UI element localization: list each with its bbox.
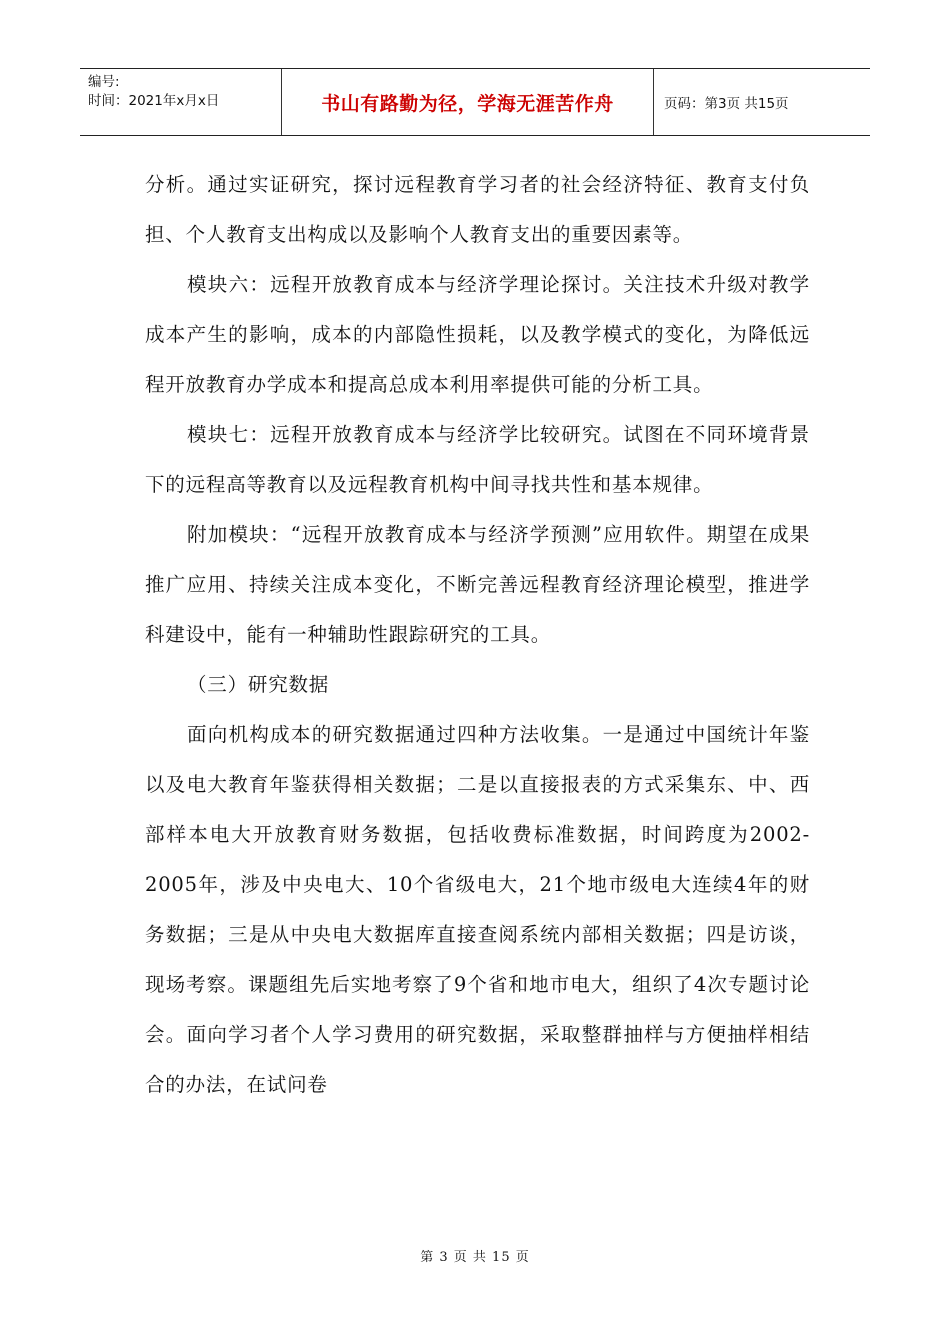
document-number-label: 编号: <box>88 74 120 90</box>
header-meta-cell <box>80 69 282 135</box>
document-header <box>80 68 870 136</box>
body-paragraph: 模块七：远程开放教育成本与经济学比较研究。试图在不同环境背景下的远程高等教育以及远程教育机构中间寻找共性和基本规律。 <box>145 423 810 496</box>
body-paragraph: 附加模块：“远程开放教育成本与经济学预测”应用软件。期望在成果推广应用、持续关注成本变化，不断完善远程教育经济理论模型，推进学科建设中，能有一种辅助性跟踪研究的工具。 <box>145 523 810 646</box>
header-page-cell <box>654 69 870 135</box>
section-heading: （三）研究数据 <box>187 673 330 696</box>
header-page-code: 页码：第3页 共15页 <box>664 96 789 112</box>
document-body <box>145 160 810 1110</box>
header-motto: 书山有路勤为径，学海无涯苦作舟 <box>321 92 614 115</box>
body-paragraph: 分析。通过实证研究，探讨远程教育学习者的社会经济特征、教育支付负担、个人教育支出构成以及影响个人教育支出的重要因素等。 <box>145 173 810 246</box>
document-date-label: 时间：2021年x月x日 <box>88 93 220 109</box>
body-paragraph: 模块六：远程开放教育成本与经济学理论探讨。关注技术升级对教学成本产生的影响，成本的内部隐性损耗，以及教学模式的变化，为降低远程开放教育办学成本和提高总成本利用率提供可能的分析工具。 <box>145 273 810 396</box>
body-paragraph: 面向机构成本的研究数据通过四种方法收集。一是通过中国统计年鉴以及电大教育年鉴获得相关数据；二是以直接报表的方式采集东、中、西部样本电大开放教育财务数据，包括收费标准数据，时间跨度为2002-2005年，涉及中央电大、10个省级电大，21个地市级电大连续4年的财务数据；三是从中央电大数据库直接查阅系统内部相关数据；四是访谈，现场考察。课题组先后实地考察了9个省和地市电大，组织了4次专题讨论会。面向学习者个人学习费用的研究数据，采取整群抽样与方便抽样相结合的办法，在试问卷 <box>145 723 810 1096</box>
header-motto-cell <box>282 69 654 135</box>
page-footer: 第 3 页 共 15 页 <box>420 1250 530 1265</box>
